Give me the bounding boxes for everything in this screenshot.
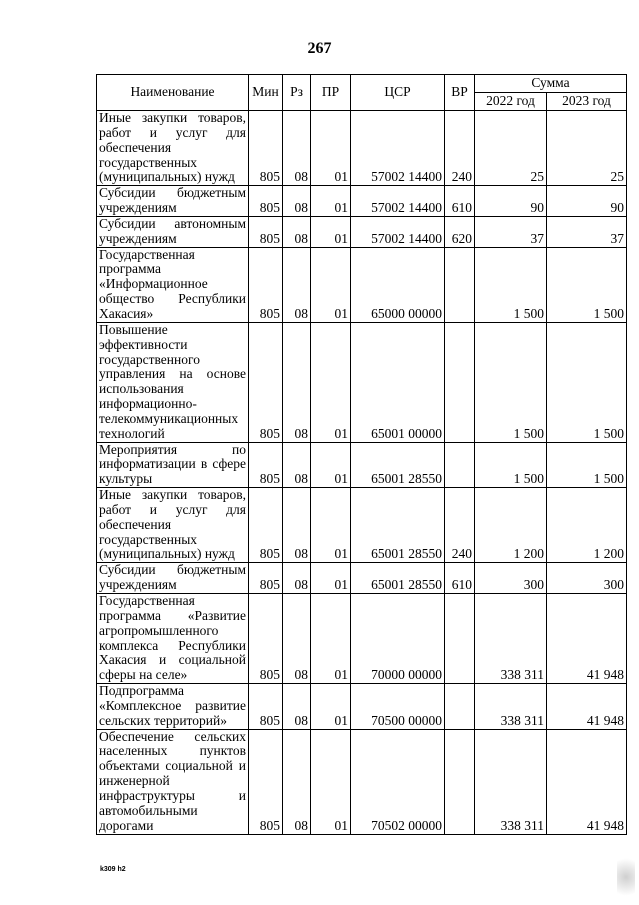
- budget-table: [96, 74, 627, 835]
- cell-min: 805: [249, 729, 283, 834]
- cell-min: 805: [249, 216, 283, 247]
- cell-vr: 610: [445, 186, 475, 217]
- cell-sum-2022: 300: [475, 563, 547, 594]
- cell-sum-2022: 1 200: [475, 488, 547, 563]
- cell-pr: 01: [311, 684, 351, 730]
- table-row: [97, 729, 627, 834]
- cell-pr: 01: [311, 111, 351, 186]
- table-row: [97, 442, 627, 488]
- cell-vr: 240: [445, 111, 475, 186]
- cell-csr: 70502 00000: [351, 729, 445, 834]
- cell-vr: [445, 247, 475, 322]
- cell-name: Субсидии бюджетным учреждениям: [97, 186, 249, 217]
- cell-vr: 240: [445, 488, 475, 563]
- cell-min: 805: [249, 322, 283, 442]
- table-row: [97, 247, 627, 322]
- cell-rz: 08: [283, 322, 311, 442]
- cell-csr: 65000 00000: [351, 247, 445, 322]
- cell-sum-2022: 25: [475, 111, 547, 186]
- cell-sum-2023: 37: [547, 216, 627, 247]
- cell-rz: 08: [283, 563, 311, 594]
- cell-sum-2022: 338 311: [475, 729, 547, 834]
- cell-vr: [445, 322, 475, 442]
- cell-sum-2022: 338 311: [475, 684, 547, 730]
- table-row: [97, 216, 627, 247]
- cell-pr: 01: [311, 322, 351, 442]
- cell-sum-2022: 1 500: [475, 322, 547, 442]
- cell-vr: 620: [445, 216, 475, 247]
- cell-csr: 57002 14400: [351, 186, 445, 217]
- cell-csr: 65001 28550: [351, 442, 445, 488]
- cell-rz: 08: [283, 488, 311, 563]
- cell-name: Мероприятия по информатизации в сфере культуры: [97, 442, 249, 488]
- cell-pr: 01: [311, 186, 351, 217]
- cell-sum-2022: 338 311: [475, 594, 547, 684]
- cell-sum-2023: 25: [547, 111, 627, 186]
- table-row: [97, 488, 627, 563]
- cell-csr: 57002 14400: [351, 111, 445, 186]
- cell-sum-2023: 41 948: [547, 684, 627, 730]
- cell-vr: [445, 594, 475, 684]
- cell-name: Субсидии бюджетным учреждениям: [97, 563, 249, 594]
- cell-rz: 08: [283, 216, 311, 247]
- cell-sum-2023: 41 948: [547, 594, 627, 684]
- cell-csr: 70000 00000: [351, 594, 445, 684]
- scan-smudge: [617, 852, 635, 902]
- cell-min: 805: [249, 488, 283, 563]
- cell-vr: [445, 729, 475, 834]
- cell-min: 805: [249, 684, 283, 730]
- footer-code: k309 h2: [100, 866, 126, 873]
- header-min: Мин: [249, 75, 283, 111]
- cell-sum-2022: 1 500: [475, 442, 547, 488]
- cell-vr: [445, 442, 475, 488]
- cell-vr: 610: [445, 563, 475, 594]
- table-body: [97, 111, 627, 835]
- cell-min: 805: [249, 563, 283, 594]
- cell-min: 805: [249, 442, 283, 488]
- header-name: Наименование: [97, 75, 249, 111]
- cell-csr: 65001 28550: [351, 563, 445, 594]
- cell-sum-2023: 90: [547, 186, 627, 217]
- cell-sum-2022: 37: [475, 216, 547, 247]
- table-row: [97, 594, 627, 684]
- cell-rz: 08: [283, 111, 311, 186]
- cell-sum-2023: 1 500: [547, 247, 627, 322]
- cell-csr: 70500 00000: [351, 684, 445, 730]
- cell-pr: 01: [311, 563, 351, 594]
- header-year-2023: 2023 год: [547, 93, 627, 111]
- table-row: [97, 186, 627, 217]
- cell-name: Государственная программа «Информационное общество Республики Хакасия»: [97, 247, 249, 322]
- table-row: [97, 684, 627, 730]
- cell-sum-2022: 1 500: [475, 247, 547, 322]
- cell-min: 805: [249, 186, 283, 217]
- cell-sum-2023: 1 500: [547, 322, 627, 442]
- header-sum: Сумма: [475, 75, 627, 93]
- cell-rz: 08: [283, 594, 311, 684]
- table-header: [97, 75, 627, 111]
- cell-rz: 08: [283, 684, 311, 730]
- header-csr: ЦСР: [351, 75, 445, 111]
- cell-sum-2023: 300: [547, 563, 627, 594]
- header-pr: ПР: [311, 75, 351, 111]
- cell-rz: 08: [283, 186, 311, 217]
- cell-vr: [445, 684, 475, 730]
- cell-sum-2022: 90: [475, 186, 547, 217]
- table-row: [97, 322, 627, 442]
- cell-csr: 65001 00000: [351, 322, 445, 442]
- cell-min: 805: [249, 247, 283, 322]
- cell-min: 805: [249, 111, 283, 186]
- cell-rz: 08: [283, 729, 311, 834]
- cell-pr: 01: [311, 594, 351, 684]
- cell-pr: 01: [311, 216, 351, 247]
- table-row: [97, 111, 627, 186]
- cell-pr: 01: [311, 729, 351, 834]
- cell-min: 805: [249, 594, 283, 684]
- cell-rz: 08: [283, 247, 311, 322]
- header-vr: ВР: [445, 75, 475, 111]
- cell-rz: 08: [283, 442, 311, 488]
- cell-csr: 65001 28550: [351, 488, 445, 563]
- cell-name: Иные закупки товаров, работ и услуг для обеспечения государственных (муниципальных) нужд: [97, 488, 249, 563]
- cell-csr: 57002 14400: [351, 216, 445, 247]
- cell-sum-2023: 1 500: [547, 442, 627, 488]
- page-number: 267: [307, 40, 332, 57]
- cell-sum-2023: 41 948: [547, 729, 627, 834]
- cell-pr: 01: [311, 247, 351, 322]
- cell-name: Иные закупки товаров, работ и услуг для обеспечения государственных (муниципальных) нужд: [97, 111, 249, 186]
- cell-pr: 01: [311, 488, 351, 563]
- cell-sum-2023: 1 200: [547, 488, 627, 563]
- cell-name: Повышение эффективности государственного управления на основе использования информационно-телекоммуникационных технологий: [97, 322, 249, 442]
- cell-pr: 01: [311, 442, 351, 488]
- header-year-2022: 2022 год: [475, 93, 547, 111]
- table-row: [97, 563, 627, 594]
- cell-name: Государственная программа «Развитие агропромышленного комплекса Республики Хакасия и социальной сферы на селе»: [97, 594, 249, 684]
- cell-name: Подпрограмма «Комплексное развитие сельских территорий»: [97, 684, 249, 730]
- cell-name: Субсидии автономным учреждениям: [97, 216, 249, 247]
- header-rz: Рз: [283, 75, 311, 111]
- cell-name: Обеспечение сельских населенных пунктов объектами социальной и инженерной инфраструктуры и автомобильными дорогами: [97, 729, 249, 834]
